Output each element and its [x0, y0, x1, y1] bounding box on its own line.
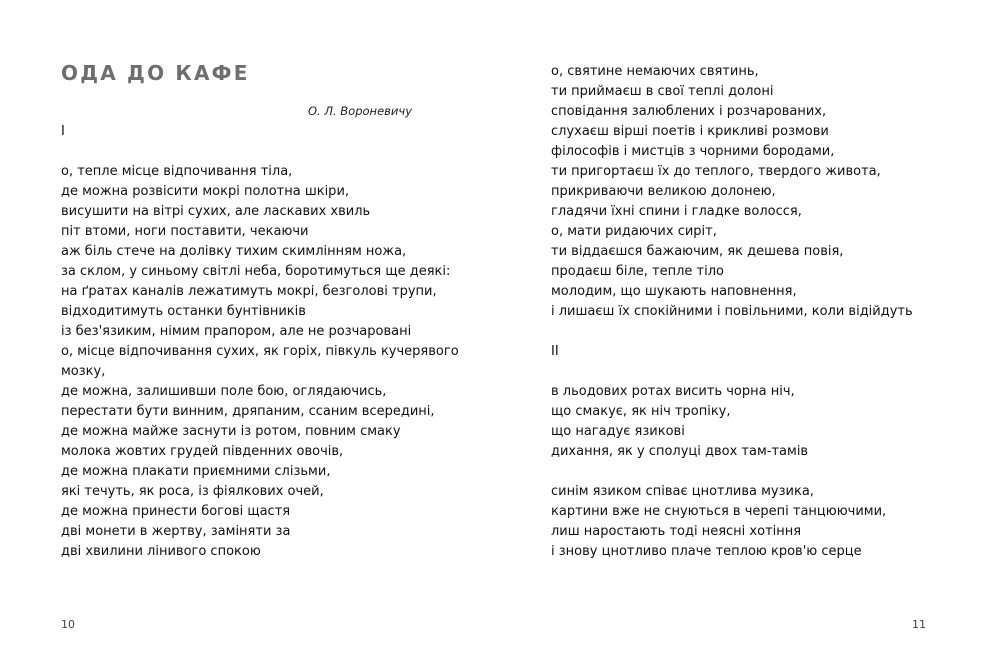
poem-stanza-right-2 [551, 382, 808, 462]
poem-line: піт втоми, ноги поставити, чекаючи [61, 224, 309, 239]
poem-line: картини вже не снуються в черепі танцюючими, [551, 504, 887, 519]
poem-line: за склом, у синьому світлі неба, боротимуться ще деякі: [61, 264, 451, 279]
poem-title: ОДА ДО КАФЕ [61, 61, 250, 85]
poem-line: о, місце відпочивання сухих, як горіх, півкуль кучерявого [61, 344, 459, 359]
poem-line: о, тепле місце відпочивання тіла, [61, 164, 293, 179]
poem-line: в льодових ротах висить чорна ніч, [551, 384, 795, 399]
section-number-one: I [61, 124, 65, 139]
right-page [495, 0, 991, 672]
poem-line: о, мати ридаючих сиріт, [551, 224, 717, 239]
poem-stanza-left [61, 162, 459, 562]
poem-line: синім язиком співає цнотлива музика, [551, 484, 814, 499]
poem-line: молока жовтих грудей південних овочів, [61, 444, 344, 459]
section-number-two: II [551, 344, 559, 359]
poem-stanza-right-1 [551, 62, 913, 322]
poem-line: де можна принести богові щастя [61, 504, 291, 519]
poem-line: лиш наростають тоді неясні хотіння [551, 524, 802, 539]
page-number-left: 10 [61, 618, 75, 631]
poem-line: сповідання залюблених і розчарованих, [551, 104, 827, 119]
poem-line: ти приймаєш в свої теплі долоні [551, 84, 774, 99]
poem-line: молодим, що шукають наповнення, [551, 284, 797, 299]
poem-line: філософів і мистців з чорними бородами, [551, 144, 835, 159]
poem-line: що нагадує язикові [551, 424, 685, 439]
poem-line: дві хвилини лінивого спокою [61, 544, 261, 559]
dedication: О. Л. Вороневичу [307, 104, 412, 118]
poem-line: ти пригортаєш їх до теплого, твердого живота, [551, 164, 881, 179]
poem-line: дві монети в жертву, заміняти за [61, 524, 291, 539]
poem-line: ти віддаєшся бажаючим, як дешева повія, [551, 244, 844, 259]
poem-line: де можна плакати приємними слізьми, [61, 464, 331, 479]
poem-line: продаєш біле, тепле тіло [551, 264, 724, 279]
poem-line: де можна майже заснути із ротом, повним смаку [61, 424, 401, 439]
poem-line: прикриваючи великою долонею, [551, 184, 776, 199]
poem-line: дихання, як у сполуці двох там-тамів [551, 444, 809, 459]
poem-line: мозку, [61, 364, 106, 379]
poem-line: на ґратах каналів лежатимуть мокрі, безголові трупи, [61, 284, 437, 299]
poem-line: і знову цнотливо плаче теплою кров'ю серце [551, 544, 862, 559]
poem-line: де можна розвісити мокрі полотна шкіри, [61, 184, 350, 199]
poem-line: де можна, залишивши поле бою, оглядаючись, [61, 384, 387, 399]
poem-line: які течуть, як роса, із фіялкових очей, [61, 484, 324, 499]
poem-line: перестати бути винним, дряпаним, ссаним всередині, [61, 404, 435, 419]
poem-line: висушити на вітрі сухих, але ласкавих хвиль [61, 204, 371, 219]
poem-line: аж біль стече на долівку тихим скимлінням ножа, [61, 244, 407, 259]
page-number-right: 11 [912, 618, 926, 631]
poem-line: о, святине немаючих святинь, [551, 64, 759, 79]
poem-line: що смакує, як ніч тропіку, [551, 404, 731, 419]
poem-line: відходитимуть останки бунтівників [61, 304, 306, 319]
poem-line: із без'язиким, німим прапором, але не розчаровані [61, 324, 412, 339]
poem-line: слухаєш вірші поетів і крикливі розмови [551, 124, 829, 139]
poem-stanza-right-3 [551, 482, 886, 562]
poem-line: гладячи їхні спини і гладке волосся, [551, 204, 802, 219]
left-page [0, 0, 495, 672]
poem-line: і лишаєш їх спокійними і повільними, коли відійдуть [551, 304, 913, 319]
